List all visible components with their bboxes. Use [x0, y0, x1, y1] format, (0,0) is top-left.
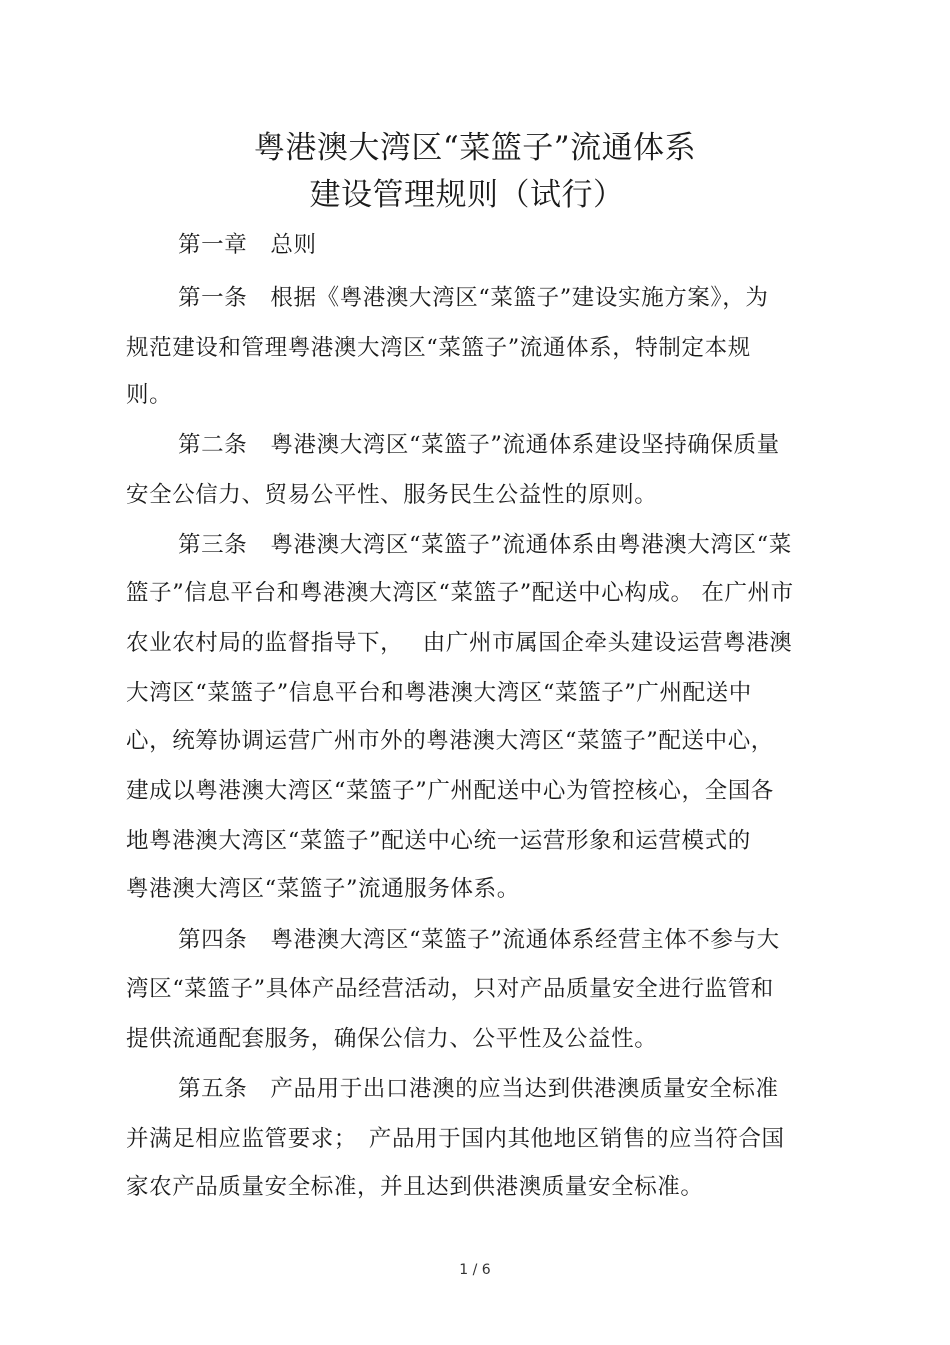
article-4-line-3: 提供流通配套服务，确保公信力、公平性及公益性。	[126, 1026, 658, 1052]
article-3-line-1: 第三条 粤港澳大湾区“菜篮子”流通体系由粤港澳大湾区“菜	[178, 532, 792, 558]
article-5-line-3: 家农产品质量安全标准，并且达到供港澳质量安全标准。	[126, 1174, 704, 1200]
article-3-line-4: 大湾区“菜篮子”信息平台和粤港澳大湾区“菜篮子”广州配送中	[126, 680, 752, 706]
article-2-line-1: 第二条 粤港澳大湾区“菜篮子”流通体系建设坚持确保质量	[178, 432, 780, 458]
article-3-line-3: 农业农村局的监督指导下， 由广州市属国企牵头建设运营粤港澳	[126, 630, 793, 656]
document-title-line-1: 粤港澳大湾区“菜篮子”流通体系	[253, 130, 697, 166]
article-4-line-2: 湾区“菜篮子”具体产品经营活动，只对产品质量安全进行监管和	[126, 976, 774, 1002]
article-2-line-2: 安全公信力、贸易公平性、服务民生公益性的原则。	[126, 482, 658, 508]
article-3-line-2: 篮子”信息平台和粤港澳大湾区“菜篮子”配送中心构成。 在广州市	[126, 580, 794, 606]
document-title-line-2: 建设管理规则（试行）	[309, 177, 625, 213]
article-3-line-6: 建成以粤港澳大湾区“菜篮子”广州配送中心为管控核心，全国各	[126, 778, 774, 804]
article-3-line-5: 心，统筹协调运营广州市外的粤港澳大湾区“菜篮子”配送中心，	[126, 728, 774, 754]
article-4-line-1: 第四条 粤港澳大湾区“菜篮子”流通体系经营主体不参与大	[178, 927, 780, 953]
article-1-line-2: 规范建设和管理粤港澳大湾区“菜篮子”流通体系，特制定本规	[126, 335, 751, 361]
article-1-line-1: 第一条 根据《粤港澳大湾区“菜篮子”建设实施方案》，为	[178, 285, 769, 311]
article-3-line-7: 地粤港澳大湾区“菜篮子”配送中心统一运营形象和运营模式的	[126, 828, 751, 854]
article-1-line-3: 则。	[126, 382, 173, 408]
chapter-heading: 第一章 总则	[178, 232, 317, 258]
article-5-line-1: 第五条 产品用于出口港澳的应当达到供港澳质量安全标准	[178, 1076, 779, 1102]
article-5-line-2: 并满足相应监管要求； 产品用于国内其他地区销售的应当符合国	[126, 1126, 785, 1152]
article-3-line-8: 粤港澳大湾区“菜篮子”流通服务体系。	[126, 876, 520, 902]
page-indicator: 1 / 6	[459, 1262, 491, 1278]
